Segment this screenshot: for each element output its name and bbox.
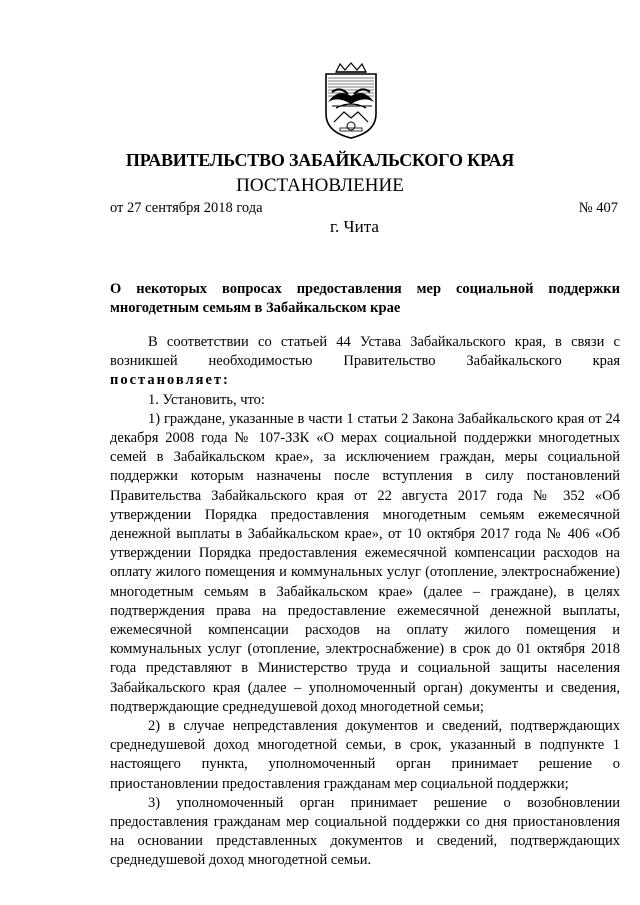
decree-body [110,333,620,871]
zabaikalsky-coat-of-arms-icon [318,62,384,140]
decree-subject: О некоторых вопросах предоставления мер социальной поддержки многодетным семьям в Забайкальском крае [110,281,620,316]
government-title: ПРАВИТЕЛЬСТВО ЗАБАЙКАЛЬСКОГО КРАЯ [125,150,515,170]
body-paragraph: 3) уполномоченный орган принимает решение о возобновлении предоставления гражданам мер социальной поддержки со дня приостановления на основании представленных документов и сведений, подтверждающих среднедушевой доход многодетной семьи. [110,794,620,869]
decree-city: г. Чита [330,217,379,236]
decision-punct: : [223,372,230,389]
body-paragraph: 1) граждане, указанные в части 1 статьи 2 Закона Забайкальского края от 24 декабря 2008 года № 107-ЗЗК «О мерах социальной поддержки многодетных семей в Забайкальском крае», за исключением граждан, меры социальной поддержки которым назначены после вступления в силу постановлений Правительства Забайкальского края от 22 августа 2017 года № 352 «Об утверждении Порядка предоставления многодетным семьям ежемесячной денежной выплаты в Забайкальском крае», от 10 октября 2017 года № 406 «Об утверждении Порядка предоставления ежемесячной компенсации расходов на оплату жилого помещения и коммунальных услуг (отопление, электроснабжение) многодетным семьям в Забайкальском крае» (далее – граждане), в целях подтверждения права на предоставление ежемесячной денежной выплаты, ежемесячной компенсации расходов на оплату жилого помещения и коммунальных услуг (отопление, электроснабжение) в срок до 01 октября 2018 года представляют в Министерство труда и социальной защиты населения Забайкальского края (далее – уполномоченный орган) документы и сведения, подтверждающие среднедушевой доход многодетной семьи; [110,410,620,715]
body-paragraph: 1. Установить, что: [148,391,265,408]
decree-number: № 407 [578,200,618,216]
body-paragraph: 2) в случае непредставления документов и сведений, подтверждающих среднедушевой доход многодетной семьи, в срок, указанный в подпункте 1 настоящего пункта, уполномоченный орган принимает решение о приостановлении предоставления гражданам мер социальной поддержки; [110,718,620,792]
preamble-text: В соответствии со статьей 44 Устава Забайкальского края, в связи с возникшей необходимостью Правительство Забайкальского края [110,334,620,370]
decree-type: ПОСТАНОВЛЕНИЕ [236,175,404,196]
decree-date: от 27 сентября 2018 года [110,200,263,216]
decision-word: постановляет [110,372,224,389]
preamble-paragraph [110,333,620,391]
